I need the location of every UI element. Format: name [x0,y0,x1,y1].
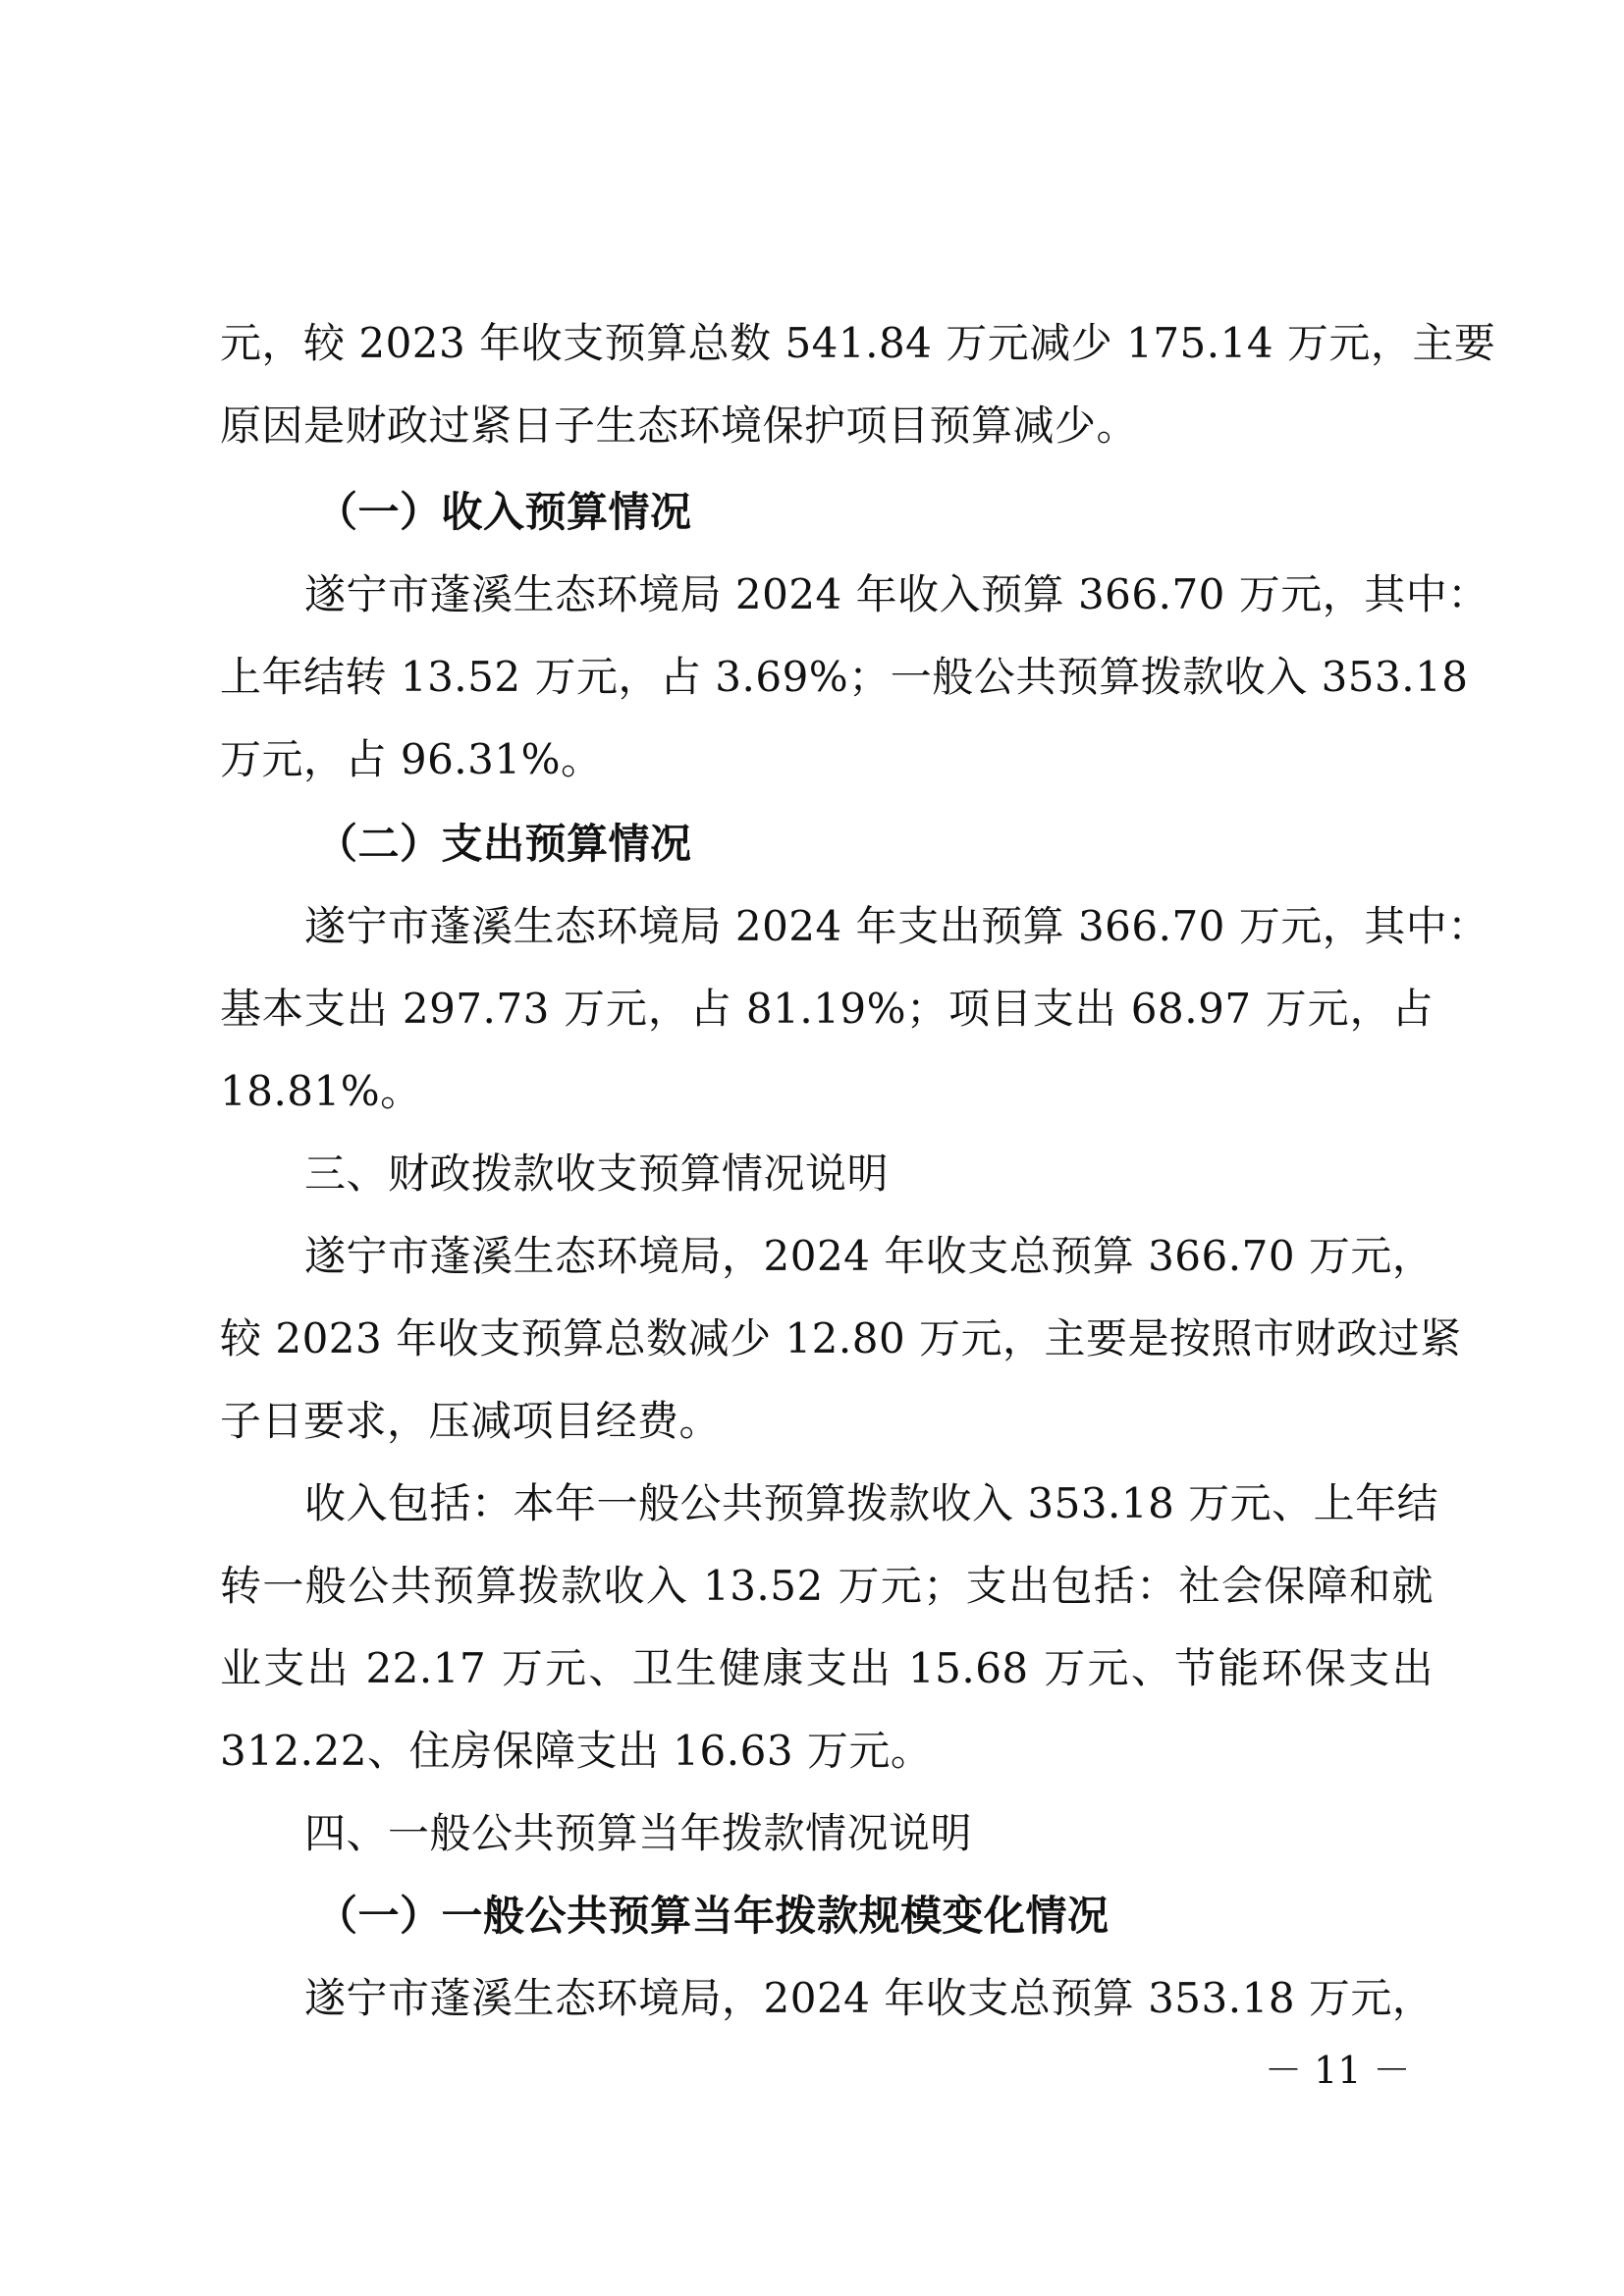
body-line-2: 原因是财政过紧日子生态环境保护项目预算减少。 [220,401,1139,450]
body-line-9: 遂宁市蓬溪生态环境局，2024 年收支总预算 366.70 万元， [304,1232,1435,1280]
body-line-12: 收入包括：本年一般公共预算拨款收入 353.18 万元、上年结 [304,1479,1439,1527]
body-line-11: 子日要求，压减项目经费。 [220,1397,722,1445]
section-heading-income: （一）收入预算情况 [316,488,692,536]
body-line-13: 转一般公共预算拨款收入 13.52 万元；支出包括：社会保障和就 [220,1562,1434,1610]
section-heading-scale-change: （一）一般公共预算当年拨款规模变化情况 [316,1892,1110,1940]
body-line-3: 遂宁市蓬溪生态环境局 2024 年收入预算 366.70 万元，其中： [304,570,1489,618]
section-heading-fiscal: 三、财政拨款收支预算情况说明 [304,1149,890,1198]
body-line-8: 18.81%。 [220,1067,422,1115]
section-heading-general-budget: 四、一般公共预算当年拨款情况说明 [304,1809,973,1857]
body-line-4: 上年结转 13.52 万元，占 3.69%；一般公共预算拨款收入 353.18 [220,653,1469,701]
body-line-7: 基本支出 297.73 万元，占 81.19%；项目支出 68.97 万元，占 [220,985,1434,1033]
body-line-15: 312.22、住房保障支出 16.63 万元。 [220,1727,933,1775]
section-heading-expense: （二）支出预算情况 [316,820,692,868]
body-line-5: 万元，占 96.31%。 [220,735,603,783]
body-line-6: 遂宁市蓬溪生态环境局 2024 年支出预算 366.70 万元，其中： [304,902,1489,950]
body-line-14: 业支出 22.17 万元、卫生健康支出 15.68 万元、节能环保支出 [220,1644,1434,1692]
body-line-16: 遂宁市蓬溪生态环境局，2024 年收支总预算 353.18 万元， [304,1974,1435,2022]
body-line-10: 较 2023 年收支预算总数减少 12.80 万元，主要是按照市财政过紧 [220,1314,1462,1362]
body-line-1: 元，较 2023 年收支预算总数 541.84 万元减少 175.14 万元，主要 [220,319,1496,367]
page-number: － 11 － [1265,2049,1411,2092]
